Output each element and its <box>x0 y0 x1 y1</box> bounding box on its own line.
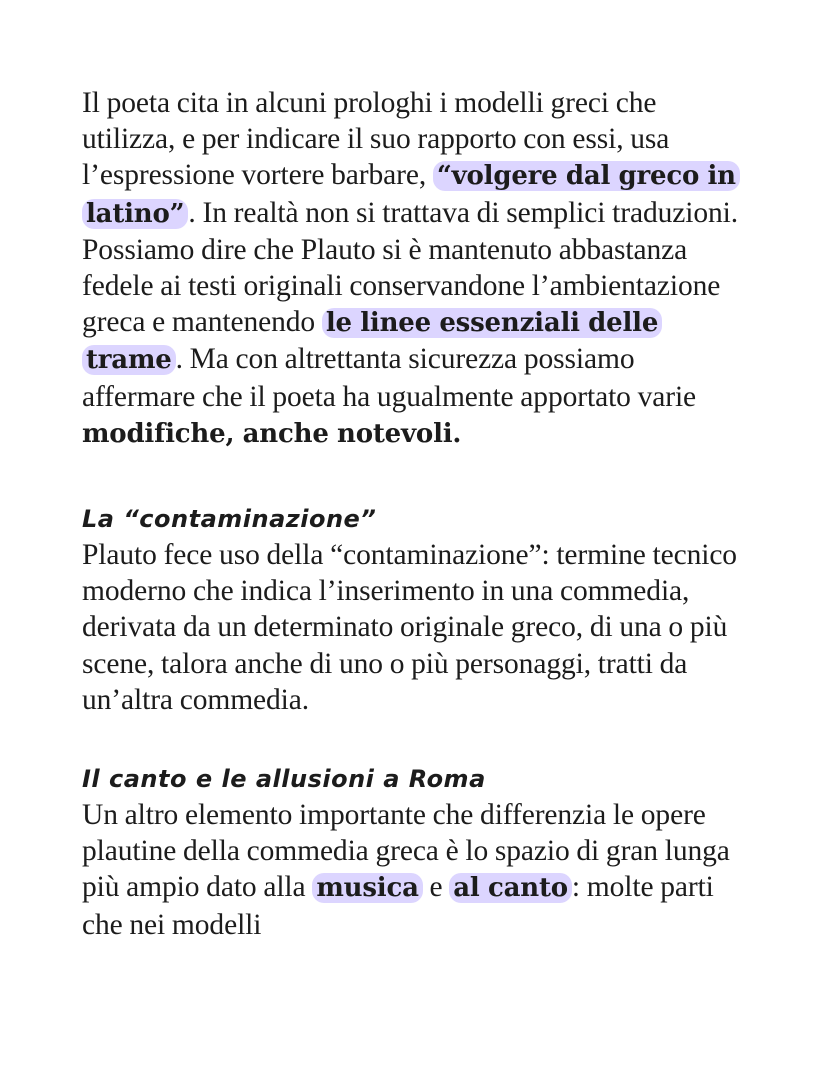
spacer <box>82 718 752 761</box>
paragraph-text: e <box>422 871 450 904</box>
section-heading-contaminazione: La “contaminazione” <box>82 505 377 534</box>
paragraph-modelli-greci <box>82 85 752 452</box>
paragraph-text: . Ma con altrettanta sicurezza possiamo affermare che il poeta ha ugualmente apportato varie <box>82 343 697 413</box>
paragraph-text: : molte parti che nei modelli <box>82 871 714 941</box>
paragraph-text: Un altro elemento importante che differenzia le opere plautine della commedia greca è lo spazio di gran lunga più ampio dato alla <box>82 799 730 904</box>
document-page <box>82 85 752 943</box>
highlight-musica: musica <box>312 873 422 903</box>
highlight-linee-essenziali: le linee essenziali delle trame <box>82 308 662 375</box>
highlight-volgere-dal-greco: “volgere dal greco in latino” <box>82 161 740 228</box>
section-heading-canto-allusioni: Il canto e le allusioni a Roma <box>82 765 486 794</box>
spacer <box>82 452 752 501</box>
highlight-al-canto: al canto <box>449 873 572 903</box>
paragraph-contaminazione: Plauto fece uso della “contaminazione”: termine tecnico moderno che indica l’inserimento in una commedia, derivata da un determinato originale greco, di una o più scene, talora anche di uno o più personaggi, tratti da un’altra commedia. <box>82 539 737 716</box>
paragraph-text: . In realtà non si trattava di semplici traduzioni. Possiamo dire che Plauto si è mantenuto abbastanza fedele ai testi originali conservandone l’ambientazione greca e mantenendo <box>82 196 739 339</box>
paragraph-text: Il poeta cita in alcuni prologhi i modelli greci che utilizza, e per indicare il suo rapporto con essi, usa l’espressione vortere barbare, <box>82 87 670 192</box>
bold-modifiche-notevoli: modifiche, anche notevoli. <box>82 418 462 449</box>
paragraph-canto <box>82 797 752 943</box>
